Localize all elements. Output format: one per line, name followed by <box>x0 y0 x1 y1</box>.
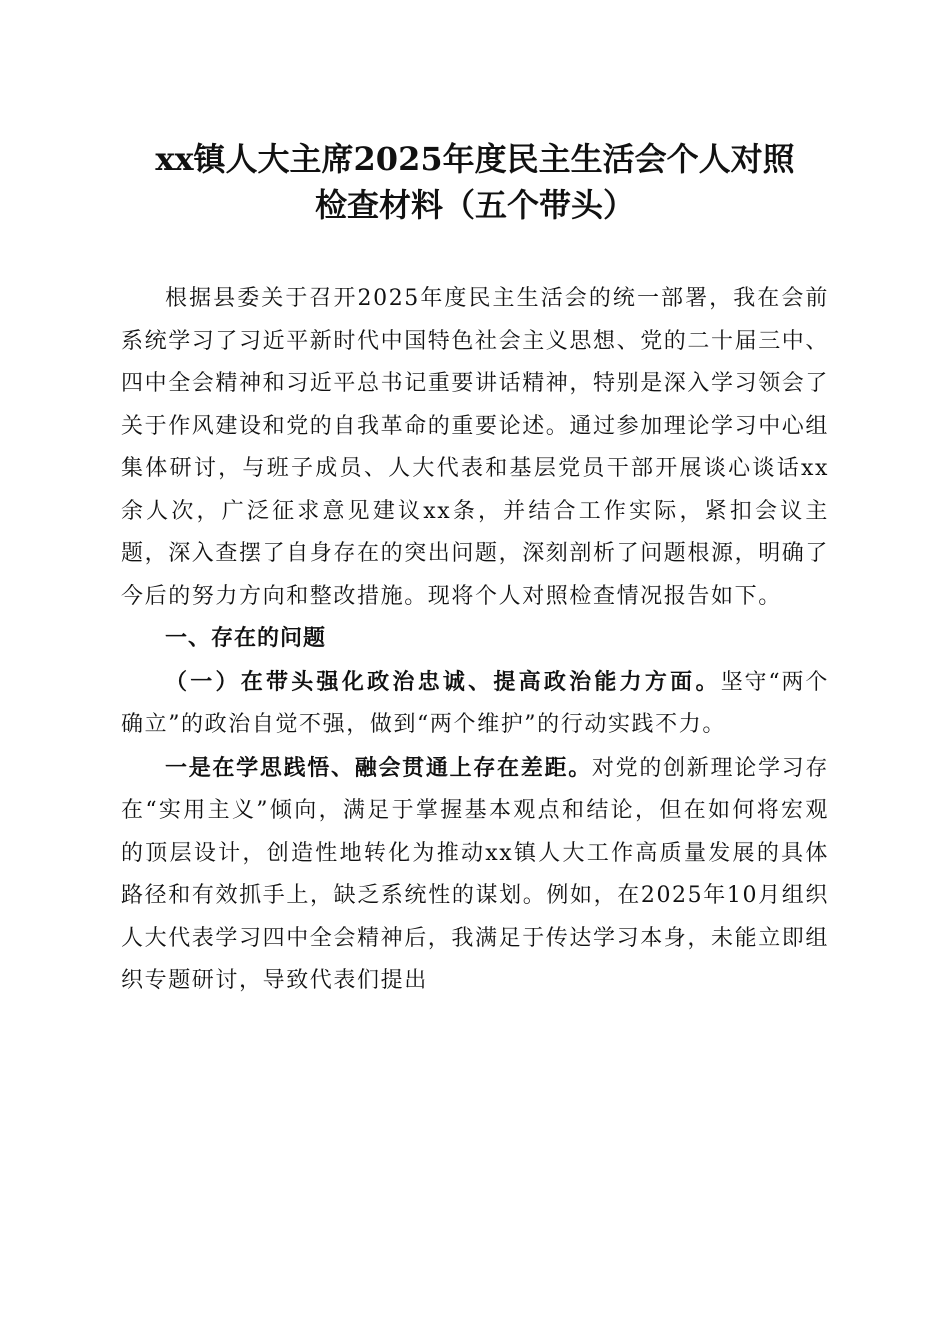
point-1-paragraph <box>121 747 829 1003</box>
section-heading-problems: 一、存在的问题 <box>165 626 327 651</box>
subsection-1-text: 坚守“两个确立”的政治自觉不强，做到“两个维护”的行动实践不力。 <box>121 669 829 737</box>
point-1-lead: 一是在学思践悟、融会贯通上存在差距。 <box>165 754 592 781</box>
title-line-1: xx镇人大主席2025年度民主生活会个人对照 <box>155 140 795 178</box>
document-body <box>121 278 829 1003</box>
intro-paragraph: 根据县委关于召开2025年度民主生活会的统一部署，我在会前系统学习了习近平新时代中国特色社会主义思想、党的二十届三中、四中全会精神和习近平总书记重要讲话精神，特别是深入学习领会了关于作风建设和党的自我革命的重要论述。通过参加理论学习中心组集体研讨，与班子成员、人大代表和基层党员干部开展谈心谈话xx余人次，广泛征求意见建议xx条，并结合工作实际，紧扣会议主题，深入查摆了自身存在的突出问题，深刻剖析了问题根源，明确了今后的努力方向和整改措施。现将个人对照检查情况报告如下。 <box>121 286 830 609</box>
point-1-text: 对党的创新理论学习存在“实用主义”倾向，满足于掌握基本观点和结论，但在如何将宏观的顶层设计，创造性地转化为推动xx镇人大工作高质量发展的具体路径和有效抓手上，缺乏系统性的谋划。例如，在2025年10月组织人大代表学习四中全会精神后，我满足于传达学习本身，未能立即组织专题研讨，导致代表们提出 <box>121 755 830 993</box>
document-title <box>100 136 850 228</box>
subsection-1-paragraph <box>121 661 829 747</box>
subsection-1-lead: （一）在带头强化政治忠诚、提高政治能力方面。 <box>165 668 721 695</box>
title-line-2: 检查材料（五个带头） <box>314 186 635 224</box>
